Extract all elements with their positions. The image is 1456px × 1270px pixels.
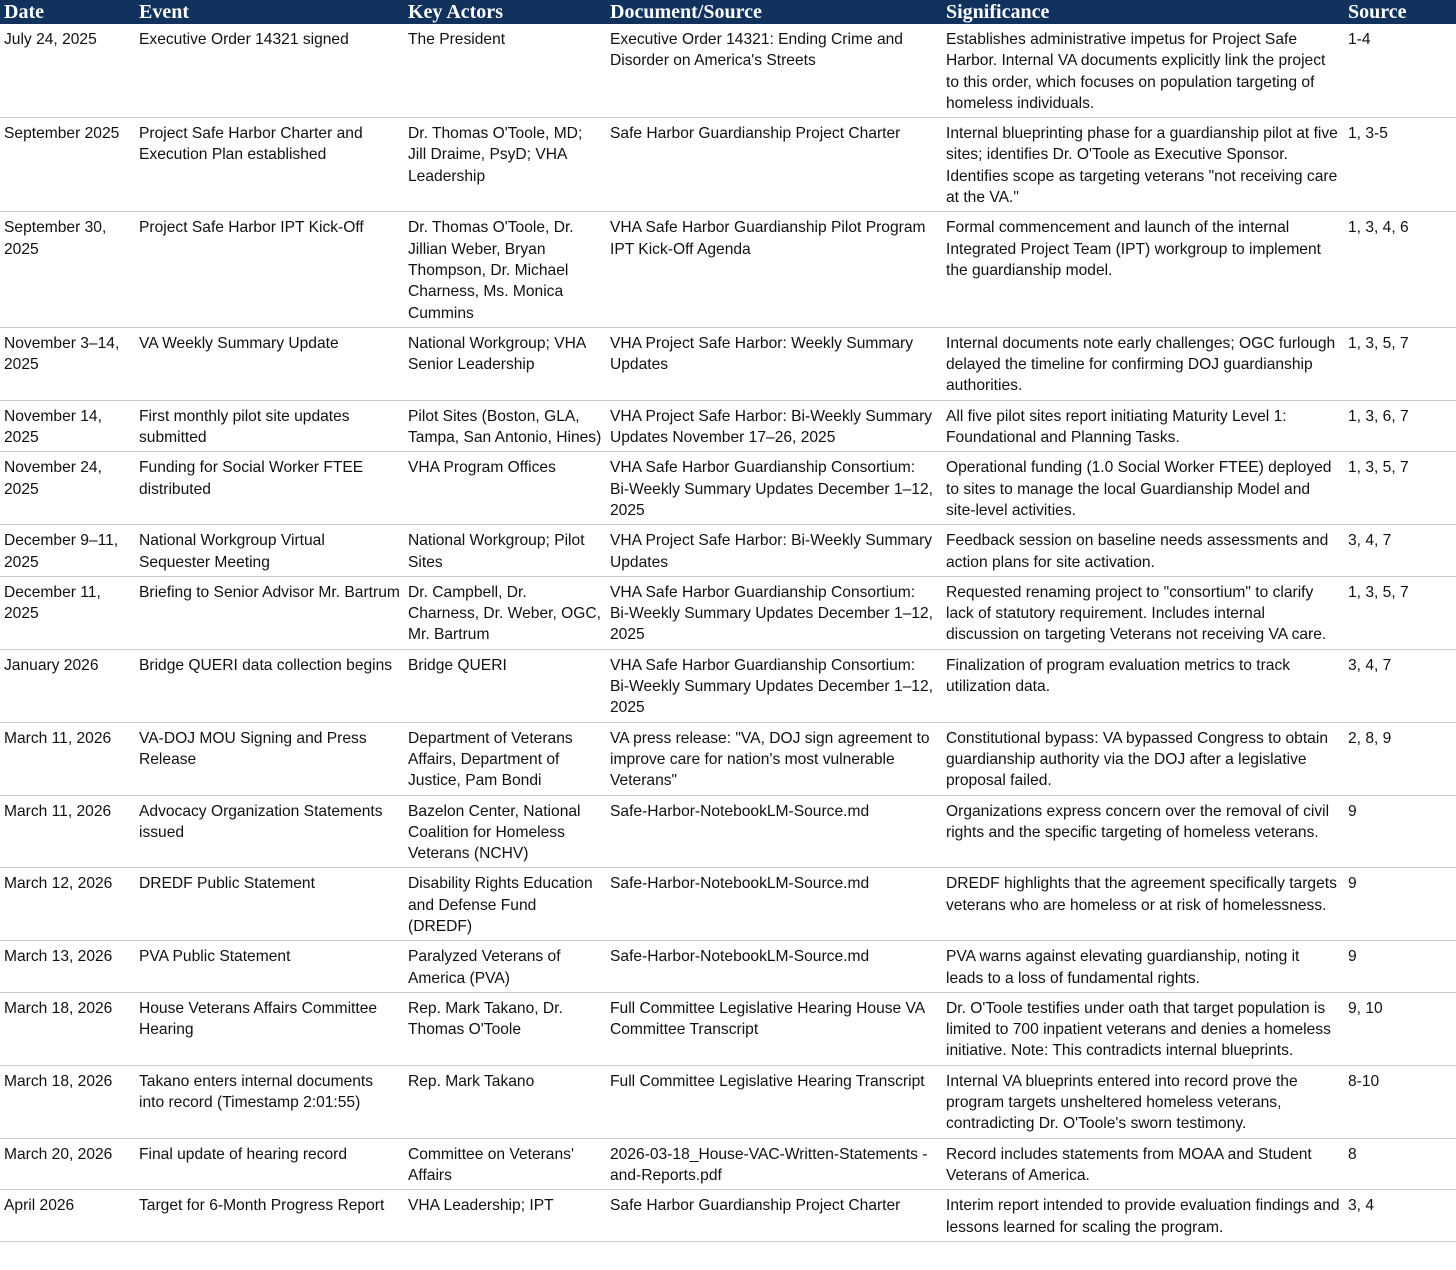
- source-refs-cell: 2, 8, 9: [1344, 722, 1456, 795]
- column-header-significance: Significance: [946, 1, 1050, 23]
- document-source-cell: 2026-03-18_House-VAC-Written-Statements -and-Reports.pdf: [606, 1138, 942, 1190]
- event-cell: Final update of hearing record: [135, 1138, 404, 1190]
- source-refs-cell: 1, 3-5: [1344, 118, 1456, 212]
- document-source-cell: Executive Order 14321: Ending Crime and Disorder on America's Streets: [606, 24, 942, 118]
- event-cell: Project Safe Harbor Charter and Execution Plan established: [135, 118, 404, 212]
- table-row: [0, 868, 1456, 941]
- table-row: [0, 1138, 1456, 1190]
- date-cell: March 20, 2026: [0, 1138, 135, 1190]
- table-row: [0, 722, 1456, 795]
- key-actors-cell: VHA Leadership; IPT: [404, 1190, 606, 1242]
- significance-cell: Organizations express concern over the removal of civil rights and the specific targeting of homeless veterans.: [942, 795, 1344, 868]
- significance-cell: Operational funding (1.0 Social Worker FTEE) deployed to sites to manage the local Guardianship Model and site-level activities.: [942, 452, 1344, 525]
- significance-cell: Interim report intended to provide evaluation findings and lessons learned for scaling the program.: [942, 1190, 1344, 1242]
- source-refs-cell: 1, 3, 4, 6: [1344, 212, 1456, 327]
- source-refs-cell: 9: [1344, 941, 1456, 993]
- source-refs-cell: 1, 3, 5, 7: [1344, 576, 1456, 649]
- event-cell: Briefing to Senior Advisor Mr. Bartrum: [135, 576, 404, 649]
- key-actors-cell: Rep. Mark Takano: [404, 1065, 606, 1138]
- table-body: [0, 24, 1456, 1241]
- date-cell: September 30, 2025: [0, 212, 135, 327]
- column-header-key-actors: Key Actors: [408, 1, 503, 23]
- significance-cell: Dr. O'Toole testifies under oath that target population is limited to 700 inpatient veterans and denies a homeless initiative. Note: This contradicts internal blueprints.: [942, 992, 1344, 1065]
- date-cell: January 2026: [0, 649, 135, 722]
- key-actors-cell: Committee on Veterans' Affairs: [404, 1138, 606, 1190]
- source-refs-cell: 1-4: [1344, 24, 1456, 118]
- document-source-cell: VA press release: "VA, DOJ sign agreement to improve care for nation's most vulnerable Veterans": [606, 722, 942, 795]
- table-row: [0, 452, 1456, 525]
- significance-cell: Internal blueprinting phase for a guardianship pilot at five sites; identifies Dr. O'Toole as Executive Sponsor. Identifies scope as targeting veterans "not receiving care at the VA.": [942, 118, 1344, 212]
- table-row: [0, 1190, 1456, 1242]
- document-source-cell: VHA Safe Harbor Guardianship Consortium: Bi-Weekly Summary Updates December 1–12, 2025: [606, 576, 942, 649]
- document-source-cell: VHA Project Safe Harbor: Weekly Summary Updates: [606, 327, 942, 400]
- event-cell: First monthly pilot site updates submitted: [135, 400, 404, 452]
- table-row: [0, 649, 1456, 722]
- table-row: [0, 525, 1456, 577]
- table-row: [0, 576, 1456, 649]
- event-cell: Advocacy Organization Statements issued: [135, 795, 404, 868]
- key-actors-cell: Dr. Campbell, Dr. Charness, Dr. Weber, OGC, Mr. Bartrum: [404, 576, 606, 649]
- event-cell: Funding for Social Worker FTEE distributed: [135, 452, 404, 525]
- significance-cell: Formal commencement and launch of the internal Integrated Project Team (IPT) workgroup to implement the guardianship model.: [942, 212, 1344, 327]
- key-actors-cell: National Workgroup; Pilot Sites: [404, 525, 606, 577]
- date-cell: September 2025: [0, 118, 135, 212]
- date-cell: March 18, 2026: [0, 992, 135, 1065]
- source-refs-cell: 9, 10: [1344, 992, 1456, 1065]
- event-cell: Executive Order 14321 signed: [135, 24, 404, 118]
- table-row: [0, 24, 1456, 118]
- key-actors-cell: Bridge QUERI: [404, 649, 606, 722]
- significance-cell: Internal documents note early challenges; OGC furlough delayed the timeline for confirming DOJ guardianship authorities.: [942, 327, 1344, 400]
- document-source-cell: Safe Harbor Guardianship Project Charter: [606, 118, 942, 212]
- date-cell: July 24, 2025: [0, 24, 135, 118]
- significance-cell: PVA warns against elevating guardianship, noting it leads to a loss of fundamental rights.: [942, 941, 1344, 993]
- date-cell: December 9–11, 2025: [0, 525, 135, 577]
- date-cell: March 11, 2026: [0, 722, 135, 795]
- date-cell: November 3–14, 2025: [0, 327, 135, 400]
- document-source-cell: VHA Project Safe Harbor: Bi-Weekly Summary Updates November 17–26, 2025: [606, 400, 942, 452]
- key-actors-cell: Rep. Mark Takano, Dr. Thomas O'Toole: [404, 992, 606, 1065]
- key-actors-cell: Department of Veterans Affairs, Department of Justice, Pam Bondi: [404, 722, 606, 795]
- date-cell: November 24, 2025: [0, 452, 135, 525]
- document-source-cell: VHA Safe Harbor Guardianship Pilot Program IPT Kick-Off Agenda: [606, 212, 942, 327]
- source-refs-cell: 3, 4, 7: [1344, 525, 1456, 577]
- event-cell: PVA Public Statement: [135, 941, 404, 993]
- significance-cell: Constitutional bypass: VA bypassed Congress to obtain guardianship authority via the DOJ after a legislative proposal failed.: [942, 722, 1344, 795]
- source-refs-cell: 1, 3, 5, 7: [1344, 452, 1456, 525]
- date-cell: March 18, 2026: [0, 1065, 135, 1138]
- source-refs-cell: 3, 4, 7: [1344, 649, 1456, 722]
- column-header-event: Event: [139, 1, 189, 23]
- key-actors-cell: Paralyzed Veterans of America (PVA): [404, 941, 606, 993]
- source-refs-cell: 1, 3, 5, 7: [1344, 327, 1456, 400]
- source-refs-cell: 3, 4: [1344, 1190, 1456, 1242]
- table-row: [0, 795, 1456, 868]
- table-row: [0, 992, 1456, 1065]
- significance-cell: All five pilot sites report initiating Maturity Level 1: Foundational and Planning Tasks.: [942, 400, 1344, 452]
- event-cell: DREDF Public Statement: [135, 868, 404, 941]
- date-cell: November 14, 2025: [0, 400, 135, 452]
- significance-cell: Record includes statements from MOAA and Student Veterans of America.: [942, 1138, 1344, 1190]
- event-cell: VA-DOJ MOU Signing and Press Release: [135, 722, 404, 795]
- source-refs-cell: 8-10: [1344, 1065, 1456, 1138]
- column-header-source: Source: [1348, 1, 1407, 23]
- column-header-date: Date: [4, 1, 44, 23]
- column-header-document-source: Document/Source: [610, 1, 762, 23]
- significance-cell: DREDF highlights that the agreement specifically targets veterans who are homeless or at risk of homelessness.: [942, 868, 1344, 941]
- document-source-cell: Full Committee Legislative Hearing Transcript: [606, 1065, 942, 1138]
- key-actors-cell: The President: [404, 24, 606, 118]
- key-actors-cell: Pilot Sites (Boston, GLA, Tampa, San Antonio, Hines): [404, 400, 606, 452]
- table-row: [0, 1065, 1456, 1138]
- event-cell: Takano enters internal documents into record (Timestamp 2:01:55): [135, 1065, 404, 1138]
- table-row: [0, 941, 1456, 993]
- document-source-cell: VHA Safe Harbor Guardianship Consortium: Bi-Weekly Summary Updates December 1–12, 2025: [606, 452, 942, 525]
- document-source-cell: VHA Project Safe Harbor: Bi-Weekly Summary Updates: [606, 525, 942, 577]
- date-cell: March 13, 2026: [0, 941, 135, 993]
- event-cell: Project Safe Harbor IPT Kick-Off: [135, 212, 404, 327]
- source-refs-cell: 9: [1344, 795, 1456, 868]
- event-cell: National Workgroup Virtual Sequester Meeting: [135, 525, 404, 577]
- date-cell: April 2026: [0, 1190, 135, 1242]
- significance-cell: Internal VA blueprints entered into record prove the program targets unsheltered homeless veterans, contradicting Dr. O'Toole's sworn testimony.: [942, 1065, 1344, 1138]
- key-actors-cell: Dr. Thomas O'Toole, Dr. Jillian Weber, Bryan Thompson, Dr. Michael Charness, Ms. Monica Cummins: [404, 212, 606, 327]
- document-source-cell: Full Committee Legislative Hearing House VA Committee Transcript: [606, 992, 942, 1065]
- table-header-row: [0, 0, 1456, 24]
- event-cell: Bridge QUERI data collection begins: [135, 649, 404, 722]
- date-cell: March 11, 2026: [0, 795, 135, 868]
- significance-cell: Establishes administrative impetus for Project Safe Harbor. Internal VA documents explicitly link the project to this order, which focuses on population targeting of homeless individuals.: [942, 24, 1344, 118]
- document-source-cell: Safe-Harbor-NotebookLM-Source.md: [606, 868, 942, 941]
- event-cell: House Veterans Affairs Committee Hearing: [135, 992, 404, 1065]
- table-row: [0, 327, 1456, 400]
- source-refs-cell: 8: [1344, 1138, 1456, 1190]
- key-actors-cell: Disability Rights Education and Defense Fund (DREDF): [404, 868, 606, 941]
- significance-cell: Finalization of program evaluation metrics to track utilization data.: [942, 649, 1344, 722]
- table-row: [0, 212, 1456, 327]
- document-source-cell: Safe-Harbor-NotebookLM-Source.md: [606, 795, 942, 868]
- date-cell: December 11, 2025: [0, 576, 135, 649]
- key-actors-cell: Dr. Thomas O'Toole, MD; Jill Draime, PsyD; VHA Leadership: [404, 118, 606, 212]
- significance-cell: Feedback session on baseline needs assessments and action plans for site activation.: [942, 525, 1344, 577]
- key-actors-cell: Bazelon Center, National Coalition for Homeless Veterans (NCHV): [404, 795, 606, 868]
- table-row: [0, 118, 1456, 212]
- source-refs-cell: 1, 3, 6, 7: [1344, 400, 1456, 452]
- document-source-cell: Safe Harbor Guardianship Project Charter: [606, 1190, 942, 1242]
- event-cell: VA Weekly Summary Update: [135, 327, 404, 400]
- event-cell: Target for 6-Month Progress Report: [135, 1190, 404, 1242]
- table-row: [0, 400, 1456, 452]
- source-refs-cell: 9: [1344, 868, 1456, 941]
- document-source-cell: VHA Safe Harbor Guardianship Consortium: Bi-Weekly Summary Updates December 1–12, 2025: [606, 649, 942, 722]
- date-cell: March 12, 2026: [0, 868, 135, 941]
- document-source-cell: Safe-Harbor-NotebookLM-Source.md: [606, 941, 942, 993]
- key-actors-cell: National Workgroup; VHA Senior Leadership: [404, 327, 606, 400]
- key-actors-cell: VHA Program Offices: [404, 452, 606, 525]
- significance-cell: Requested renaming project to "consortium" to clarify lack of statutory requirement. Includes internal discussion on targeting Veterans not receiving VA care.: [942, 576, 1344, 649]
